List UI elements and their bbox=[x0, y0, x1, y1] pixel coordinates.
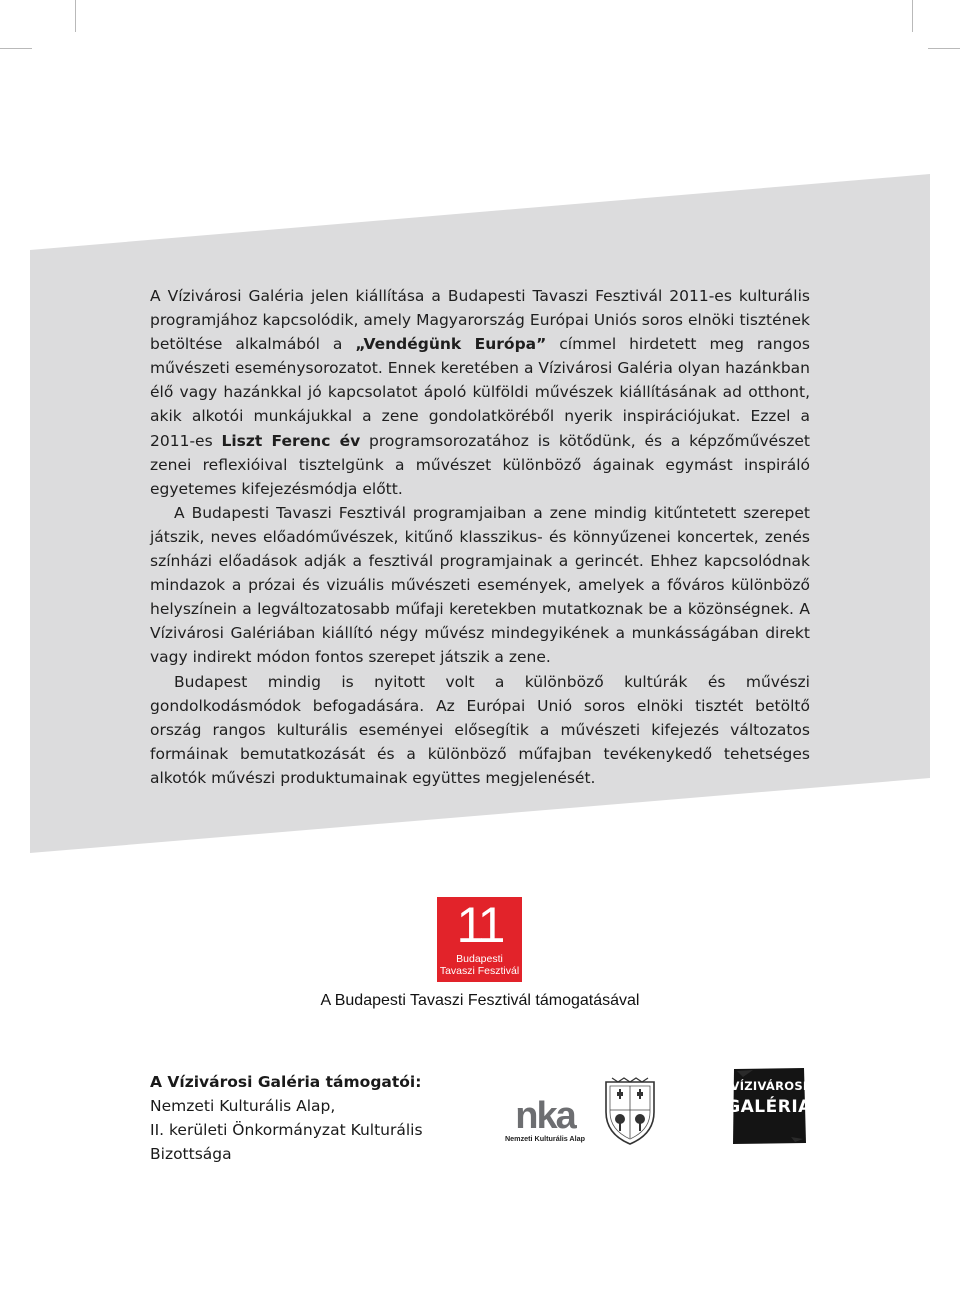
nka-logo-caption: Nemzeti Kulturális Alap bbox=[504, 1134, 586, 1143]
festival-logo-number: 11 bbox=[456, 897, 503, 953]
text-run: programsorozatához is kötődünk, és a képzőművészet zenei reflexióival tisztelgünk a művészet különböző ágainak egymást inspiráló egyetemes kifejezésmódja előtt. bbox=[150, 431, 811, 498]
supporters-title: A Vízivárosi Galéria támogatói: bbox=[150, 1073, 422, 1091]
festival-logo-name bbox=[437, 953, 522, 977]
festival-logo-line1: Budapesti bbox=[456, 953, 503, 965]
text-run: Budapest mindig is nyitott volt a különböző kultúrák és művészi gondolkodásmódok befogadására. Az Európai Unió soros elnöki tisztét betöltő ország rangos kulturális eseményei elősegítik a művészeti kifejezés változatos formáinak bemutatkozását és a különböző műfajban tevékenykedő tehetséges alkotók művészi produktumainak együttes megjelenését. bbox=[150, 672, 810, 787]
emphasis-text: „Vendégünk Európa” bbox=[355, 335, 547, 354]
nka-logo-mark: nka bbox=[515, 1095, 575, 1137]
support-line: A Budapesti Tavaszi Fesztivál támogatásával bbox=[320, 992, 640, 1009]
coat-of-arms-icon bbox=[602, 1076, 658, 1146]
supporter-nka: Nemzeti Kulturális Alap, bbox=[150, 1097, 336, 1115]
body-text bbox=[150, 284, 810, 790]
text-run: A Budapesti Tavaszi Fesztivál programjaiban a zene mindig kitűntetett szerepet játszik, neves előadóművészek, kitűnő klasszikus- és könnyűzenei koncertek, zenés színházi előadások adják a fesztivál programjainak a gerincét. Ehhez kapcsolódnak mindazok a prózai és vizuális művészeti események, amelyek a főváros különböző helyszínein a legváltozatosabb műfaji keretekben mutatkoznak be a közönségnek. A Vízivárosi Galériában kiállító négy művész mindegyikének a munkásságában direkt vagy indirekt módon fontos szerepet játszik a zene. bbox=[150, 503, 810, 667]
text-run: címmel hirdetett meg rangos művészeti eseménysorozatot. Ennek keretében a Vízivárosi Galéria olyan hazánkban élő vagy hazánkkal jó kapcsolatot ápoló külföldi művészek kiállításának ad otthont, akik alkotói munkájukkal a zene gondolatköréből nyerik inspirációjukat. Ezzel a 2011-es bbox=[150, 335, 810, 450]
nka-logo bbox=[499, 1096, 591, 1144]
paragraph bbox=[150, 670, 810, 790]
text-run: A Vízivárosi Galéria jelen kiállítása a Budapesti Tavaszi Fesztivál 2011-es kulturális programjához kapcsolódik, amely Magyarország Európai Uniós soros elnöki tisztének betöltése alkalmából a bbox=[150, 287, 810, 354]
galeria-logo-line2: GALÉRIA bbox=[726, 1097, 812, 1117]
paragraph bbox=[150, 501, 810, 670]
emphasis-text: Liszt Ferenc év bbox=[221, 431, 361, 450]
supporters-block bbox=[150, 1070, 490, 1166]
festival-logo bbox=[437, 897, 522, 982]
supporter-district: II. kerületi Önkormányzat Kulturális Bizottsága bbox=[150, 1121, 423, 1163]
paragraph bbox=[150, 284, 810, 501]
viziv-galeria-logo bbox=[726, 1067, 812, 1145]
festival-logo-line2: Tavaszi Fesztivál bbox=[439, 965, 520, 977]
galeria-logo-line1: VÍZIVÁROSI bbox=[730, 1079, 808, 1093]
